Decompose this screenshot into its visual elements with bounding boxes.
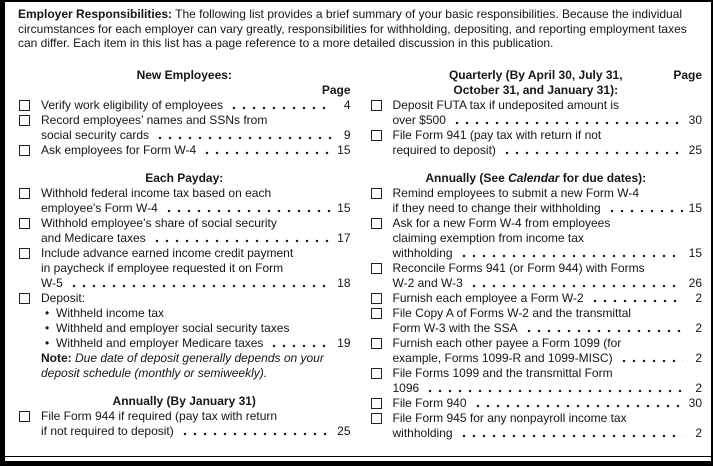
checklist-column-right	[370, 68, 703, 441]
item-line	[393, 426, 703, 441]
bullet-text: Withheld income tax	[56, 305, 165, 320]
page-column-label-row	[18, 83, 351, 98]
page-number: 30	[688, 112, 702, 127]
dot-leader	[459, 434, 683, 438]
checklist-item	[18, 216, 351, 246]
item-content	[393, 336, 703, 366]
checklist-item	[18, 143, 351, 158]
checkbox-icon[interactable]	[371, 263, 382, 274]
checklist-item	[370, 98, 703, 128]
dot-leader	[607, 209, 683, 213]
item-line	[393, 276, 703, 291]
page-number: 25	[337, 423, 351, 438]
checklist-column-left	[18, 68, 351, 441]
item-text: social security cards	[41, 127, 150, 142]
page-number: 15	[688, 200, 702, 215]
bullet-item	[41, 306, 351, 321]
item-content	[41, 186, 351, 216]
dot-leader	[69, 284, 332, 288]
item-line: claiming exemption from income tax	[392, 230, 584, 245]
item-line: File Copy A of Forms W-2 and the transmittal	[392, 305, 632, 320]
item-content	[41, 291, 351, 381]
item-line	[41, 143, 351, 158]
item-text: if they need to change their withholding	[392, 200, 601, 215]
bullet-icon: •	[45, 320, 50, 335]
checkbox-icon[interactable]	[19, 411, 30, 422]
item-line: Furnish each other payee a Form 1099 (for	[392, 335, 622, 350]
checklist-section	[370, 171, 703, 441]
dot-leader	[524, 329, 683, 333]
checklist-item	[18, 409, 351, 439]
item-text: Furnish each employee a Form W-2	[392, 290, 584, 305]
checklist-item	[370, 336, 703, 366]
checkbox-icon[interactable]	[371, 338, 382, 349]
checkbox-icon[interactable]	[371, 308, 382, 319]
checklist-item	[370, 366, 703, 396]
item-line: Withhold employee’s share of social security	[41, 215, 277, 230]
item-text: 1096	[392, 380, 420, 395]
item-line: Ask for a new Form W-4 from employees	[392, 215, 611, 230]
item-content	[41, 409, 351, 439]
item-line: File Form 941 (pay tax with return if not	[392, 127, 602, 142]
dot-leader	[425, 389, 683, 393]
item-text: over $500	[392, 112, 446, 127]
bullet-item	[41, 321, 351, 336]
page-number: 2	[695, 425, 702, 440]
item-content	[393, 98, 703, 128]
item-line	[41, 276, 351, 291]
item-text: Form W-3 with the SSA	[392, 320, 518, 335]
item-text: W-5	[41, 275, 63, 290]
item-content	[393, 411, 703, 441]
item-content	[393, 366, 703, 396]
item-line: Reconcile Forms 941 (or Form 944) with Forms	[392, 260, 645, 275]
bottom-rule	[5, 456, 711, 457]
page-number: 15	[337, 142, 351, 157]
checkbox-icon[interactable]	[371, 130, 382, 141]
item-text: W-2 and W-3	[392, 275, 463, 290]
page-number: 4	[343, 97, 351, 112]
checklist-item	[18, 113, 351, 143]
item-content	[41, 113, 351, 143]
page-number: 17	[337, 230, 351, 245]
page-number: 2	[695, 350, 702, 365]
bullet-text: Withheld and employer Medicare taxes	[56, 335, 264, 350]
item-content	[393, 306, 703, 336]
item-line	[393, 201, 703, 216]
item-text: and Medicare taxes	[41, 230, 146, 245]
dot-leader	[202, 151, 331, 155]
item-line: Withhold federal income tax based on each	[41, 185, 272, 200]
item-line: File Form 944 if required (pay tax with return	[41, 408, 278, 423]
item-content	[393, 216, 703, 261]
item-line: File Form 945 for any nonpayroll income tax	[392, 410, 627, 425]
item-content	[41, 143, 351, 158]
checkbox-icon[interactable]	[19, 293, 30, 304]
dot-leader	[180, 432, 332, 436]
item-content	[41, 246, 351, 291]
checklist-item	[370, 411, 703, 441]
item-line	[393, 143, 703, 158]
checklist-section	[18, 68, 351, 158]
checklist-item	[370, 186, 703, 216]
section-title	[370, 68, 703, 83]
page-column-label: Page	[673, 67, 702, 82]
dot-leader	[164, 209, 332, 213]
item-line	[393, 246, 703, 261]
checklist-columns	[18, 68, 702, 441]
dot-leader	[469, 284, 683, 288]
intro-label: Employer Responsibilities:	[18, 7, 173, 21]
page-number: 15	[337, 200, 351, 215]
page-number: 25	[688, 142, 702, 157]
bullet-icon: •	[45, 335, 50, 350]
item-line	[393, 113, 703, 128]
section-title	[370, 171, 703, 186]
checklist-section	[18, 394, 351, 439]
item-text: withholding	[392, 425, 453, 440]
checkbox-icon[interactable]	[371, 188, 382, 199]
item-line	[41, 231, 351, 246]
checklist-item	[370, 128, 703, 158]
deposit-note-text: Due date of deposit generally depends on your deposit schedule (monthly or semiweekly).	[41, 350, 324, 380]
checklist-item	[18, 291, 351, 381]
item-content	[393, 291, 703, 306]
page-column-label: Page	[321, 82, 351, 97]
checklist-item	[370, 261, 703, 291]
item-line: Deposit FUTA tax if undeposited amount is	[392, 97, 620, 112]
bullet-icon: •	[45, 305, 50, 320]
checkbox-icon[interactable]	[19, 248, 30, 259]
page-number: 2	[695, 380, 702, 395]
item-line: Include advance earned income credit payment	[41, 245, 294, 260]
item-content	[393, 128, 703, 158]
item-text: if not required to deposit)	[41, 423, 174, 438]
checklist-item	[18, 246, 351, 291]
checklist-item	[18, 186, 351, 216]
page-number: 30	[688, 395, 702, 410]
bullet-text: Withheld and employer social security taxes	[56, 320, 290, 335]
checklist-item	[370, 306, 703, 336]
section-title-text: Quarterly (By April 30, July 31,	[448, 67, 623, 82]
dot-leader	[590, 299, 683, 303]
item-line: in paycheck if employee requested it on Form	[41, 260, 284, 275]
item-line	[41, 201, 351, 216]
item-line	[41, 128, 351, 143]
page-number: 9	[343, 127, 351, 142]
item-line	[393, 396, 703, 411]
page-number: 19	[337, 335, 351, 350]
checkbox-icon[interactable]	[19, 188, 30, 199]
item-line	[41, 424, 351, 439]
checkbox-icon[interactable]	[19, 218, 30, 229]
checkbox-icon[interactable]	[19, 100, 30, 111]
item-content	[41, 216, 351, 246]
dot-leader	[452, 121, 683, 125]
checkbox-icon[interactable]	[19, 145, 30, 156]
checkbox-icon[interactable]	[371, 218, 382, 229]
section-title-text: October 31, and January 31):	[453, 82, 619, 97]
item-text: example, Forms 1099-R and 1099-MISC)	[392, 350, 613, 365]
item-text: Verify work eligibility of employees	[41, 97, 224, 112]
page-number: 2	[695, 290, 702, 305]
intro-paragraph	[18, 7, 702, 51]
page-number: 15	[688, 245, 702, 260]
item-line: File Forms 1099 and the transmittal Form	[392, 365, 613, 380]
checkbox-icon[interactable]	[371, 398, 382, 409]
checkbox-icon[interactable]	[371, 413, 382, 424]
item-line	[393, 351, 703, 366]
section-title	[18, 394, 351, 409]
section-title	[18, 171, 351, 186]
deposit-note	[41, 351, 351, 381]
dot-leader	[473, 404, 683, 408]
section-title	[370, 83, 703, 98]
checklist-item	[370, 216, 703, 261]
dot-leader	[502, 151, 683, 155]
section-title-text: for due dates):	[559, 170, 647, 185]
dot-leader	[459, 254, 683, 258]
item-line	[393, 291, 703, 306]
item-content	[393, 261, 703, 291]
checklist-item	[370, 396, 703, 411]
checkbox-icon[interactable]	[371, 293, 382, 304]
checklist-item	[370, 291, 703, 306]
checkbox-icon[interactable]	[371, 368, 382, 379]
page-number: 18	[337, 275, 351, 290]
dot-leader	[152, 239, 332, 243]
checklist-section	[18, 171, 351, 381]
dot-leader	[155, 136, 331, 140]
item-line	[393, 321, 703, 336]
item-text: File Form 940	[392, 395, 467, 410]
section-title-text: Annually (See	[425, 170, 509, 185]
item-line	[393, 381, 703, 396]
item-content	[393, 396, 703, 411]
item-line: Record employees’ names and SSNs from	[41, 112, 268, 127]
item-line	[41, 98, 351, 113]
section-title-text: New Employees:	[136, 67, 232, 82]
dot-leader	[269, 344, 331, 348]
page-number: 2	[695, 320, 702, 335]
bullet-item	[41, 336, 351, 351]
item-text: Ask employees for Form W-4	[41, 142, 197, 157]
checklist-section	[370, 68, 703, 158]
dot-leader	[229, 106, 331, 110]
checkbox-icon[interactable]	[19, 115, 30, 126]
section-title	[18, 68, 351, 83]
item-text: employee's Form W-4	[41, 200, 158, 215]
checklist-item	[18, 98, 351, 113]
item-text: required to deposit)	[392, 142, 496, 157]
section-title-text: Annually (By January 31)	[112, 393, 256, 408]
dot-leader	[619, 359, 683, 363]
item-content	[41, 98, 351, 113]
item-text: withholding	[392, 245, 453, 260]
deposit-note-text: Note:	[41, 350, 72, 365]
checkbox-icon[interactable]	[371, 100, 382, 111]
section-title-text: Each Payday:	[145, 170, 224, 185]
item-content	[393, 186, 703, 216]
page-number: 26	[688, 275, 702, 290]
intro-text: The following list provides a brief summary of your basic responsibilities. Because the individual circumstances for each employer can vary greatly, responsibilities for withholding, depositing, and reporting employment taxes can differ. Each item in this list has a page reference to a more detailed discussion in this publication.	[18, 7, 687, 50]
item-line: Remind employees to submit a new Form W-4	[392, 185, 640, 200]
section-title-text: Calendar	[508, 170, 560, 185]
item-line: Deposit:	[41, 290, 86, 305]
